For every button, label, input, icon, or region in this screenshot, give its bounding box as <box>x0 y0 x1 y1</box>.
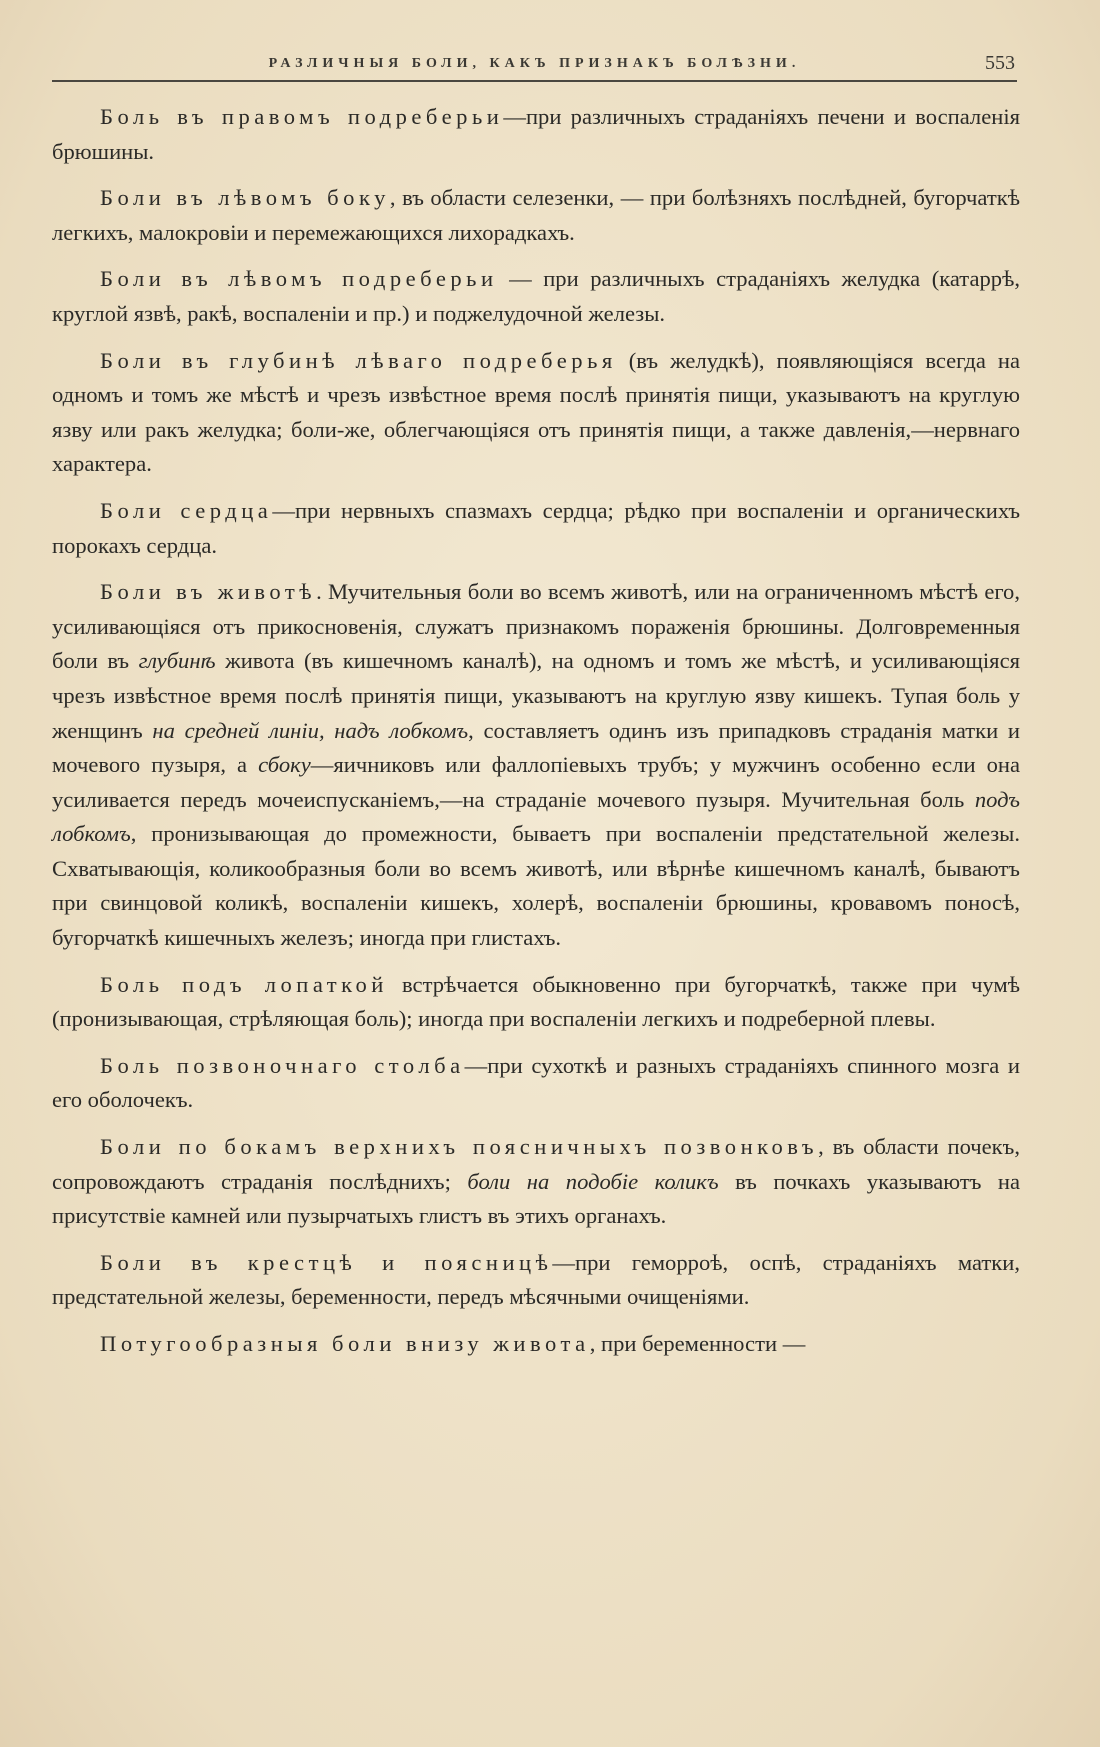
paragraph-text: (въ желудкѣ), появляющіяся всегда на одномъ и томъ же мѣстѣ и чрезъ извѣстное время послѣ принятія пищи, указываютъ на круглую язву или ракъ желудка; боли-же, облегчающіяся отъ принятія пищи, а также давленія,—нервнаго характера. <box>52 347 1020 477</box>
paragraph <box>52 1130 1020 1234</box>
spaced-heading: Боли въ лѣвомъ боку <box>100 185 390 211</box>
paragraph-text: —при нервныхъ спазмахъ сердца; рѣдко при воспаленіи и органическихъ порокахъ сердца. <box>52 497 1021 558</box>
paragraph-text: , пронизывающая до промежности, бываетъ при воспаленіи предстательной железы. Схватывающія, коликообразныя боли во всемъ животѣ, или вѣрнѣе кишечномъ каналѣ, бываютъ при свинцовой коликѣ, воспаленіи кишекъ, холерѣ, воспаленіи брюшины, кровавомъ поносѣ, бугорчаткѣ кишечныхъ железъ; иногда при глистахъ. <box>52 821 1020 951</box>
spaced-heading: Боли въ животѣ <box>100 579 317 605</box>
spaced-heading: Боли въ лѣвомъ подреберьи <box>100 266 498 292</box>
spaced-heading: Боли въ глубинѣ лѣваго подреберья <box>100 347 617 373</box>
paragraph-text: —при геморроѣ, оспѣ, страданіяхъ матки, предстательной железы, беременности, передъ мѣсячными очищеніями. <box>52 1249 1020 1310</box>
paragraph-text: въ почкахъ указываютъ на присутствіе камней или пузырчатыхъ глистъ въ этихъ органахъ. <box>52 1168 1020 1229</box>
paragraph-text: , составляетъ одинъ изъ припадковъ страданія матки и мочевого пузыря, а <box>52 717 1021 778</box>
paragraph <box>52 181 1020 250</box>
paragraph-text: —при сухоткѣ и разныхъ страданіяхъ спинного мозга и его оболочекъ. <box>52 1052 1020 1113</box>
spaced-heading: Боли по бокамъ верхнихъ поясничныхъ позвонковъ <box>100 1134 819 1160</box>
paragraph-text: — при различныхъ страданіяхъ желудка (катаррѣ, круглой язвѣ, ракѣ, воспаленіи и пр.) и поджелудочной железы. <box>52 266 1020 326</box>
running-header <box>52 50 1017 82</box>
spaced-heading: Боль въ правомъ подреберьи <box>100 104 504 129</box>
paragraph <box>52 1049 1020 1118</box>
page-number: 553 <box>985 52 1015 74</box>
running-title: РАЗЛИЧНЫЯ БОЛИ, КАКЪ ПРИЗНАКЪ БОЛѢЗНИ. <box>268 56 801 71</box>
italic-text: сбоку <box>258 752 311 778</box>
paragraph-text: , въ области селезенки, — при болѣзняхъ послѣдней, бугорчаткѣ легкихъ, малокровіи и перемежающихся лихорадкахъ. <box>52 185 1020 245</box>
spaced-heading: Боль позвоночнаго столба <box>100 1052 465 1078</box>
spaced-heading: Потугообразныя боли внизу живота <box>100 1331 590 1356</box>
italic-text: подъ лобкомъ <box>52 786 1020 847</box>
paragraph <box>52 1327 1020 1362</box>
paragraph-text: —яичниковъ или фаллопіевыхъ трубъ; у мужчинъ особенно если она усиливается передъ мочеиспусканіемъ,—на страданіе мочевого пузыря. Мучительная боль <box>52 752 1020 812</box>
page-body <box>52 100 1020 1374</box>
paragraph-text: . Мучительныя боли во всемъ животѣ, или на ограниченномъ мѣстѣ его, усиливающіяся отъ прикосновенія, служатъ признакомъ пораженія брюшины. Долговременныя боли въ <box>52 579 1021 674</box>
italic-text: на средней линіи, надъ лобкомъ <box>152 717 469 743</box>
paragraph-text: , въ области почекъ, сопровождаютъ страданія послѣднихъ; <box>52 1134 1020 1194</box>
paragraph <box>52 1246 1020 1315</box>
spaced-heading: Боли въ крестцѣ и поясницѣ <box>100 1249 553 1275</box>
paragraph <box>52 262 1020 331</box>
spaced-heading: Боли сердца <box>100 497 273 523</box>
paragraph <box>52 100 1020 169</box>
spaced-heading: Боль подъ лопаткой <box>100 971 388 997</box>
paragraph <box>52 344 1020 482</box>
paragraph <box>52 575 1020 956</box>
paragraph-text: , при беременности — <box>589 1331 806 1356</box>
paragraph <box>52 494 1020 563</box>
italic-text: боли на подобіе коликъ <box>467 1168 719 1194</box>
paragraph-text: живота (въ кишечномъ каналѣ), на одномъ и томъ же мѣстѣ, и усиливающіяся чрезъ извѣстное время послѣ принятія пищи, указываютъ на круглую язву кишекъ. Тупая боль у женщинъ <box>52 648 1020 743</box>
italic-text: глубинѣ <box>138 648 216 674</box>
paragraph <box>52 968 1020 1037</box>
paragraph-text: —при различныхъ страданіяхъ печени и воспаленія брюшины. <box>52 104 1020 164</box>
paragraph-text: встрѣчается обыкновенно при бугорчаткѣ, также при чумѣ (пронизывающая, стрѣляющая боль); иногда при воспаленіи легкихъ и подреберной плевы. <box>52 971 1020 1032</box>
